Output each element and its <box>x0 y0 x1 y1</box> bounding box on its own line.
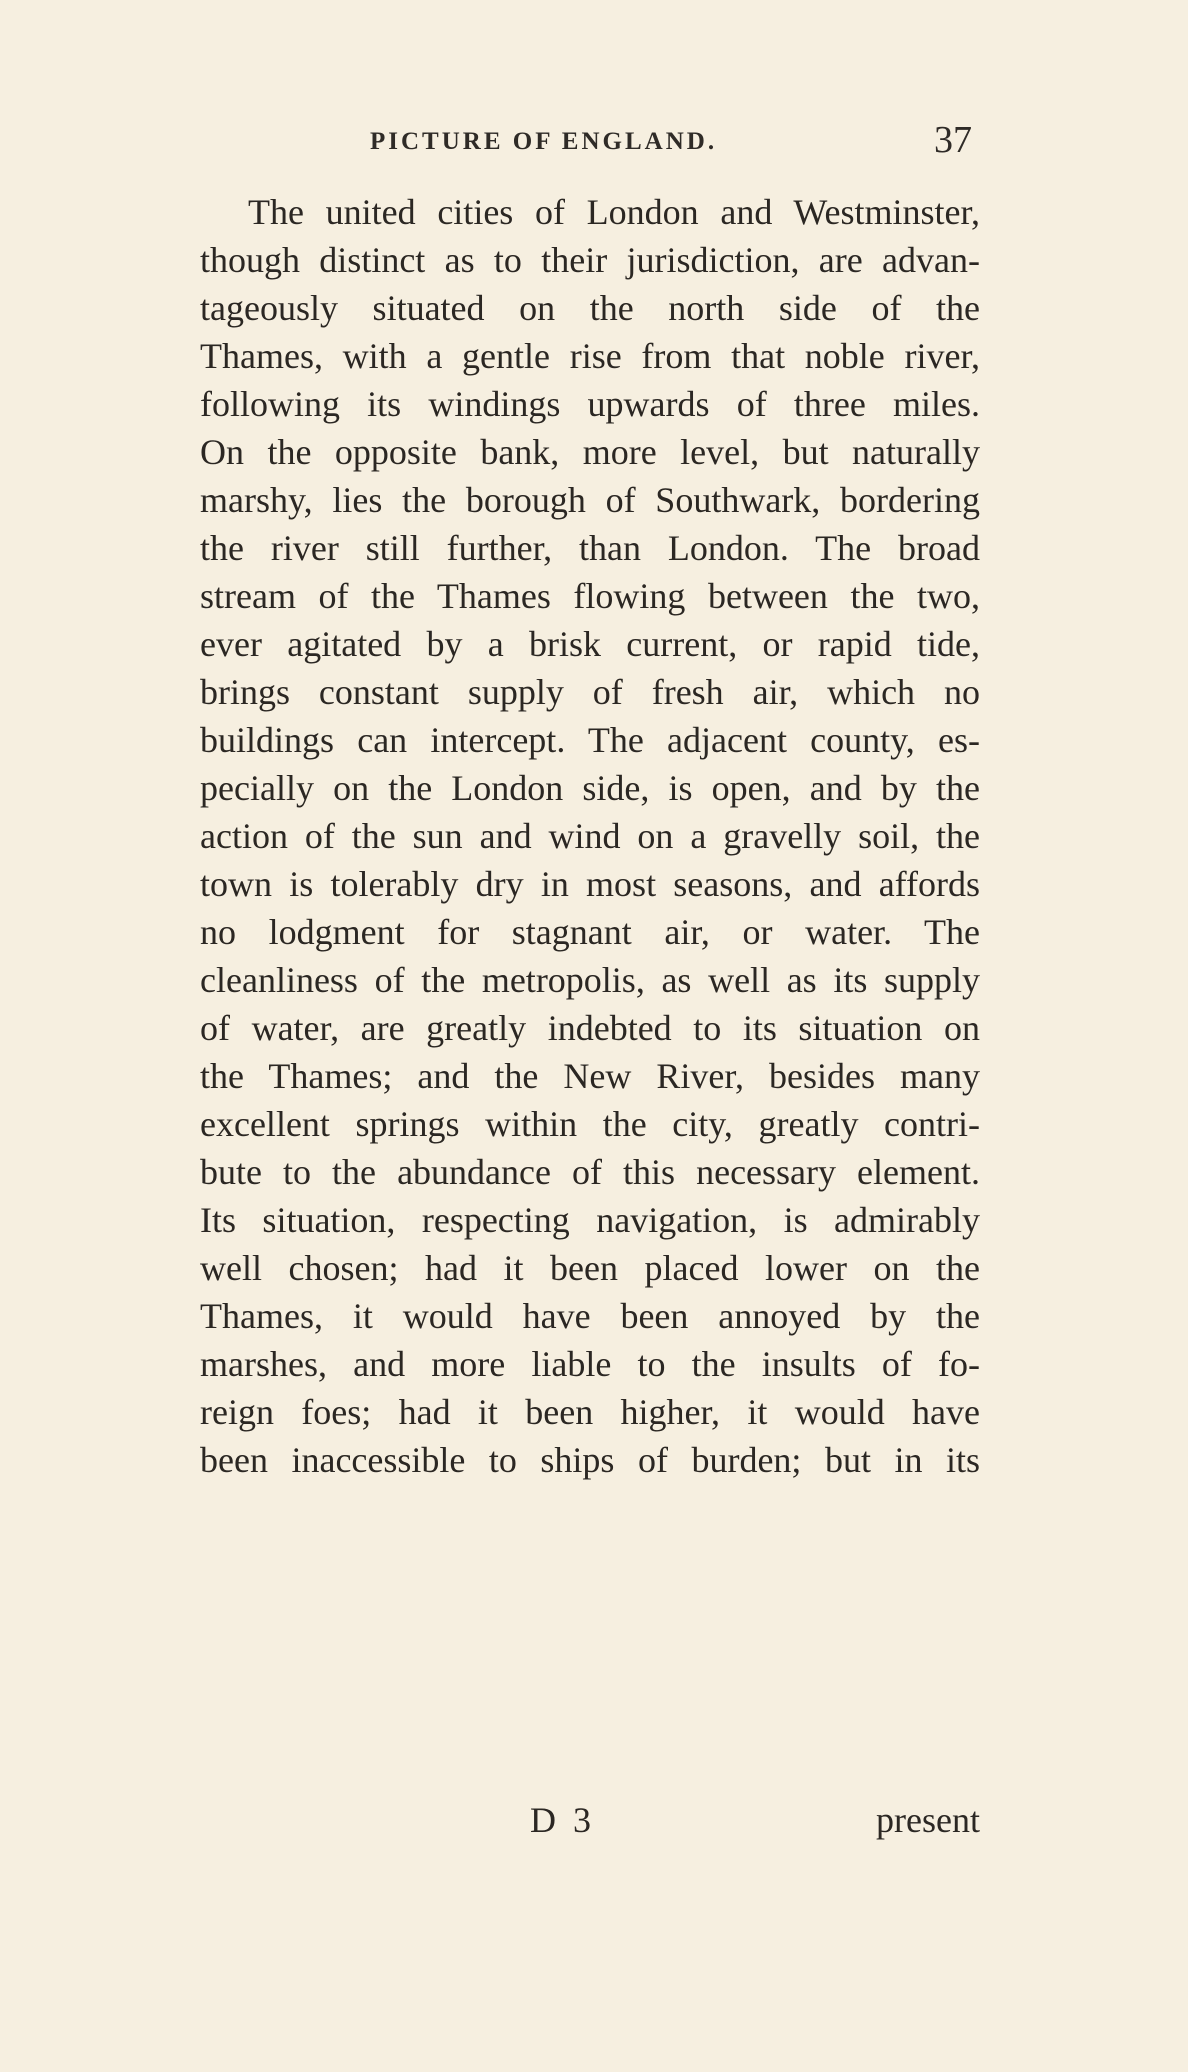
text-line: cleanliness of the metropolis, as well as its supply <box>200 960 980 1000</box>
page-number: 37 <box>934 119 972 161</box>
text-line: On the opposite bank, more level, but naturally <box>200 432 980 472</box>
text-line: though distinct as to their jurisdiction, are advan- <box>200 240 980 280</box>
text-line: the Thames; and the New River, besides many <box>200 1056 980 1096</box>
signature-mark: D 3 <box>530 1800 595 1840</box>
text-line: The united cities of London and Westminster, <box>248 192 980 232</box>
catchword: present <box>876 1800 980 1840</box>
text-line: tageously situated on the north side of the <box>200 288 980 328</box>
text-line: marshy, lies the borough of Southwark, bordering <box>200 480 980 520</box>
text-line: been inaccessible to ships of burden; but in its <box>200 1440 980 1480</box>
text-line: excellent springs within the city, greatly contri- <box>200 1104 980 1144</box>
text-line: well chosen; had it been placed lower on the <box>200 1248 980 1288</box>
body-text <box>200 188 980 1818</box>
text-line: reign foes; had it been higher, it would have <box>200 1392 980 1432</box>
page-footer <box>200 1796 980 1844</box>
text-line: no lodgment for stagnant air, or water. The <box>200 912 980 952</box>
text-line: of water, are greatly indebted to its situation on <box>200 1008 980 1048</box>
text-line: action of the sun and wind on a gravelly soil, the <box>200 816 980 856</box>
text-line: following its windings upwards of three miles. <box>200 384 980 424</box>
text-line: Thames, it would have been annoyed by the <box>200 1296 980 1336</box>
text-line: stream of the Thames flowing between the two, <box>200 576 980 616</box>
text-line: brings constant supply of fresh air, which no <box>200 672 980 712</box>
text-line: Its situation, respecting navigation, is admirably <box>200 1200 980 1240</box>
text-line: pecially on the London side, is open, and by the <box>200 768 980 808</box>
text-line: marshes, and more liable to the insults of fo- <box>200 1344 980 1384</box>
running-head: PICTURE OF ENGLAND. <box>370 128 718 155</box>
text-line: the river still further, than London. The broad <box>200 528 980 568</box>
text-line: town is tolerably dry in most seasons, and affords <box>200 864 980 904</box>
text-line: bute to the abundance of this necessary element. <box>200 1152 980 1192</box>
text-line: buildings can intercept. The adjacent county, es- <box>200 720 980 760</box>
text-line: Thames, with a gentle rise from that noble river, <box>200 336 980 376</box>
page-header <box>200 119 990 162</box>
text-line: ever agitated by a brisk current, or rapid tide, <box>200 624 980 664</box>
